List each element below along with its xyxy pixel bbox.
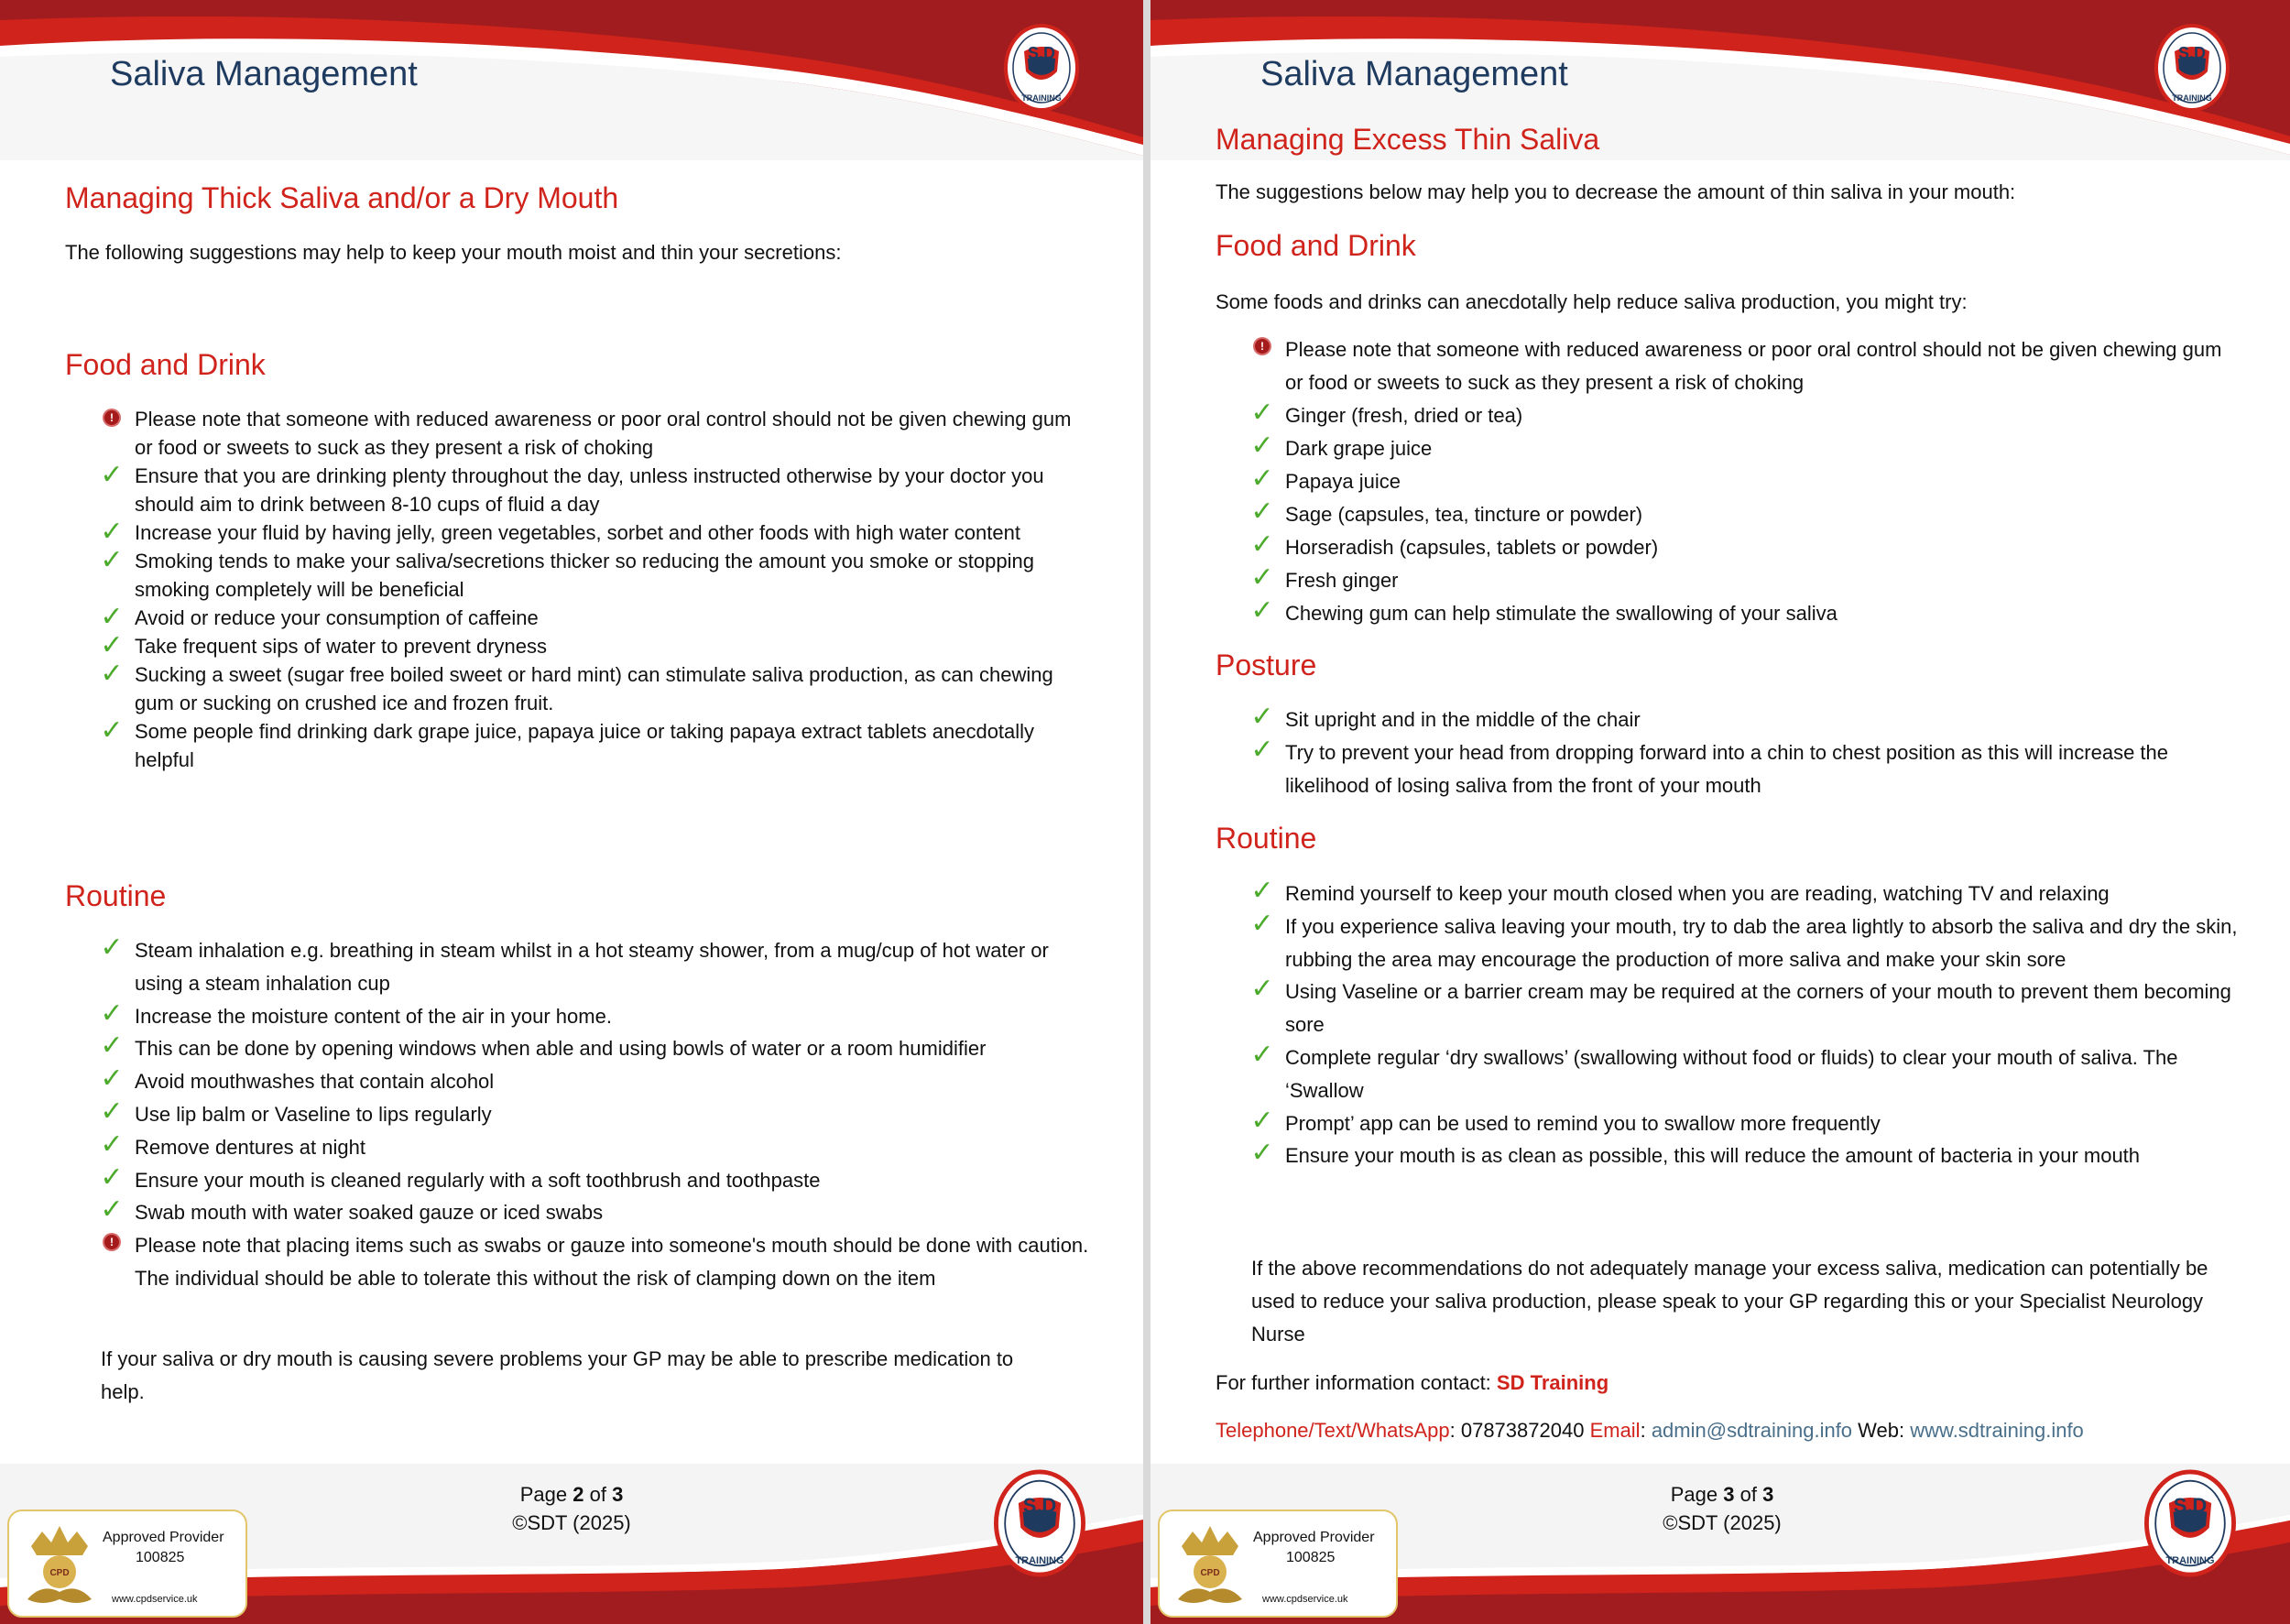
sd-training-logo-footer [2144,1469,2236,1577]
page-header [0,0,1143,160]
list-item [1216,1139,2241,1172]
list-item [65,997,1091,1033]
list-item [65,1065,1091,1098]
page-of-word: of [589,1483,606,1506]
email-link[interactable]: admin@sdtraining.info [1651,1419,1853,1442]
section-title-food-and-drink: Food and Drink [65,348,266,381]
header-title: Saliva Management [1260,55,1568,93]
food-intro: Some foods and drinks can anecdotally help reduce saliva production, you might try: [1216,290,1968,313]
check-icon: ✓ [100,1193,124,1226]
check-icon: ✓ [100,459,124,491]
list-item-text: Swab mouth with water soaked gauze or iced swabs [135,1201,604,1225]
list-item-text: Sucking a sweet (sugar free boiled sweet or hard mint) can stimulate saliva production, as can chewing gum or sucking on crushed ice and frozen fruit. [135,663,1053,714]
cpd-crown-icon [24,1522,95,1610]
check-icon: ✓ [100,1030,124,1063]
list-item [65,1161,1091,1197]
list-item-text: Remind yourself to keep your mouth closed when you are reading, watching TV and relaxing [1285,882,2110,905]
page-of-word: of [1739,1483,1757,1506]
check-icon: ✓ [1250,907,1274,940]
posture-list [1216,703,2241,802]
page-word: Page [519,1483,568,1506]
page-current: 2 [572,1483,584,1506]
list-item-text: Prompt’ app can be used to remind you to swallow more frequently [1285,1111,1881,1135]
check-icon: ✓ [1250,875,1274,907]
list-item [1216,975,2241,1041]
list-item [1216,531,2241,564]
check-icon: ✓ [1250,1038,1274,1071]
check-icon: ✓ [1250,1104,1274,1137]
list-item-text: Fresh ginger [1285,569,1399,592]
phone-label: Telephone/Text/WhatsApp [1216,1419,1450,1442]
list-item [65,1032,1091,1065]
list-item-text: Ensure your mouth is as clean as possible, this will reduce the amount of bacteria in your mouth [1285,1144,2141,1168]
check-icon: ✓ [1250,430,1274,462]
check-icon: ✓ [1250,1137,1274,1170]
list-item [1216,465,2241,498]
list-item [1216,736,2241,802]
list-item [65,714,1091,774]
list-item-text: Avoid mouthwashes that contain alcohol [135,1070,495,1094]
list-item [1216,1038,2241,1107]
list-item-text: Use lip balm or Vaseline to lips regularly [135,1102,492,1126]
cpd-approved-provider-badge [7,1510,247,1618]
list-item [65,405,1091,462]
page-footer [0,1464,1143,1624]
section-intro: The suggestions below may help you to decrease the amount of thin saliva in your mouth: [1216,180,2016,203]
check-icon: ✓ [100,714,124,747]
badge-line-3: www.cpdservice.uk [1262,1594,1348,1605]
check-icon: ✓ [1250,594,1274,627]
food-and-drink-list [1216,333,2241,630]
list-item-text: If you experience saliva leaving your mouth, try to dab the area lightly to absorb the saliva and dry the skin, rubbing the area may encourage the production of more saliva and make your skin sore [1285,914,2238,971]
list-item-text: Ginger (fresh, dried or tea) [1285,404,1523,427]
list-item-text: Dark grape juice [1285,437,1433,460]
routine-list [65,934,1091,1295]
check-icon: ✓ [100,1128,124,1161]
logo-letters: S.D [2173,1493,2208,1517]
list-item-text: Increase the moisture content of the air in your home. [135,1004,612,1028]
phone-number: 07873872040 [1460,1419,1585,1442]
logo-letters: S.D [2177,44,2207,62]
closing-paragraph: If your saliva or dry mouth is causing severe problems your GP may be able to prescribe medication to help. [101,1347,1014,1403]
list-item-text: Sit upright and in the middle of the chair [1285,708,1641,731]
warning-icon: ! [98,405,125,432]
page-word: Page [1670,1483,1718,1506]
list-item-text: Take frequent sips of water to prevent dryness [135,635,548,658]
section-title-routine: Routine [65,879,167,912]
list-item [65,934,1091,1000]
list-item [1216,907,2241,976]
check-icon: ✓ [1250,973,1274,1006]
food-and-drink-list [65,405,1091,774]
email-label: Email [1589,1419,1641,1442]
list-item [65,518,1091,547]
list-item-text: Ensure that you are drinking plenty throughout the day, unless instructed otherwise by your doctor you should aim to drink between 8-10 cups of fluid a day [135,464,1044,516]
badge-line-2: 100825 [1286,1550,1336,1565]
list-item [1216,561,2241,597]
list-item-text: Papaya juice [1285,470,1401,493]
sd-training-logo-footer [994,1469,1085,1577]
check-icon: ✓ [100,997,124,1030]
page-footer [1150,1464,2290,1624]
logo-ring-text: TRAINING [2165,1554,2215,1566]
routine-list [1216,877,2241,1172]
list-item-text: Remove dentures at night [135,1135,365,1159]
document-page-3 [1150,0,2290,1624]
check-icon: ✓ [1250,529,1274,561]
list-item-text: Avoid or reduce your consumption of caffeine [135,606,539,629]
check-icon: ✓ [100,658,124,690]
header-title: Saliva Management [110,55,418,93]
section-title-thick-saliva: Managing Thick Saliva and/or a Dry Mouth [65,181,619,214]
list-item [65,1095,1091,1131]
badge-line-1: Approved Provider [1253,1530,1375,1545]
list-item [1216,432,2241,465]
list-item-text: Try to prevent your head from dropping forward into a chin to chest position as this will increase the likelihood of losing saliva from the front of your mouth [1285,741,2169,797]
list-item-text: Some people find drinking dark grape juice, papaya juice or taking papaya extract tablets anecdotally helpful [135,720,1035,771]
page-total: 3 [612,1483,624,1506]
check-icon: ✓ [1250,397,1274,429]
list-item [65,1229,1091,1295]
list-item-text: Please note that someone with reduced awareness or poor oral control should not be given chewing gum or food or sweets to suck as they present a risk of choking [1285,338,2222,394]
list-item-text: Complete regular ‘dry swallows’ (swallowing without food or fluids) to clear your mouth of saliva. The ‘Swallow [1285,1045,2178,1102]
list-item-text: This can be done by opening windows when able and using bowls of water or a room humidifier [135,1037,987,1061]
list-item-text: Chewing gum can help stimulate the swallowing of your saliva [1285,602,1837,625]
check-icon: ✓ [100,1095,124,1128]
check-icon: ✓ [1250,701,1274,733]
badge-line-1: Approved Provider [103,1530,224,1545]
closing-paragraph: If the above recommendations do not adequately manage your excess saliva, medication can potentially be used to reduce your saliva production, please speak to your GP regarding this or your Specialist Neurology Nurse [1251,1257,2208,1346]
check-icon: ✓ [100,601,124,633]
check-icon: ✓ [1250,561,1274,594]
list-item [1216,703,2241,736]
badge-line-3: www.cpdservice.uk [112,1594,198,1605]
list-item [65,459,1091,518]
check-icon: ✓ [100,629,124,661]
check-icon: ✓ [1250,463,1274,495]
warning-icon: ! [98,1229,125,1257]
website-link[interactable]: www.sdtraining.info [1910,1419,2084,1442]
list-item-text: Ensure your mouth is cleaned regularly with a soft toothbrush and toothpaste [135,1168,821,1192]
cpd-crown-icon [1174,1522,1246,1610]
web-label: Web: [1858,1419,1905,1442]
list-item [65,1193,1091,1229]
contact-name: SD Training [1496,1371,1609,1394]
section-title-routine: Routine [1216,822,1317,855]
section-title-food-and-drink: Food and Drink [1216,229,1416,262]
check-icon: ✓ [100,544,124,576]
cpd-crown-text: CPD [1200,1568,1220,1578]
list-item [65,1128,1091,1164]
logo-ring-text: TRAINING [1021,93,1062,103]
list-item [1216,333,2241,399]
section-intro: The following suggestions may help to keep your mouth moist and thin your secretions: [65,241,842,264]
document-page-2 [0,0,1143,1624]
logo-ring-text: TRAINING [1015,1554,1064,1566]
copyright: ©SDT (2025) [512,1511,631,1534]
check-icon: ✓ [100,1161,124,1193]
logo-letters: S.D [1027,44,1056,62]
cpd-approved-provider-badge [1158,1510,1398,1618]
contact-details-line: Telephone/Text/WhatsApp: 07873872040 Email: admin@sdtraining.info Web: www.sdtraining.info [1216,1419,2084,1442]
sd-training-logo [2154,24,2230,112]
section-title-posture: Posture [1216,649,1317,681]
list-item [1216,877,2241,910]
list-item [1216,498,2241,531]
check-icon: ✓ [100,1063,124,1095]
list-item-text: Smoking tends to make your saliva/secretions thicker so reducing the amount you smoke or stopping smoking completely will be beneficial [135,550,1034,601]
list-item-text: Increase your fluid by having jelly, green vegetables, sorbet and other foods with high water content [135,521,1020,544]
list-item-text: Steam inhalation e.g. breathing in steam whilst in a hot steamy shower, from a mug/cup of hot water or using a steam inhalation cup [135,939,1049,995]
list-item-text: Please note that placing items such as swabs or gauze into someone's mouth should be done with caution. The individual should be able to tolerate this without the risk of clamping down on the item [135,1234,1089,1290]
list-item [1216,399,2241,432]
logo-letters: S.D [1022,1493,1057,1517]
list-item-text: Horseradish (capsules, tablets or powder) [1285,536,1659,559]
warning-icon: ! [1249,333,1276,361]
copyright: ©SDT (2025) [1663,1511,1782,1534]
check-icon: ✓ [1250,734,1274,766]
list-item-text: Using Vaseline or a barrier cream may be required at the corners of your mouth to prevent them becoming sore [1285,980,2231,1037]
list-item [65,629,1091,661]
check-icon: ✓ [1250,496,1274,528]
list-item [1216,594,2241,630]
contact-line [1216,1367,1608,1400]
contact-label: For further information contact: [1216,1371,1491,1394]
list-item [1216,1104,2241,1140]
page-current: 3 [1723,1483,1735,1506]
list-item-text: Sage (capsules, tea, tincture or powder) [1285,503,1643,526]
list-item [65,544,1091,604]
check-icon: ✓ [100,516,124,548]
page-total: 3 [1762,1483,1774,1506]
list-item [65,660,1091,717]
sd-training-logo [1004,24,1079,112]
check-icon: ✓ [100,932,124,964]
logo-ring-text: TRAINING [2172,93,2212,103]
list-item [65,601,1091,633]
cpd-crown-text: CPD [49,1568,70,1578]
badge-line-2: 100825 [136,1550,185,1565]
list-item-text: Please note that someone with reduced awareness or poor oral control should not be given chewing gum or food or sweets to suck as they present a risk of choking [135,408,1072,459]
section-title-excess-thin-saliva: Managing Excess Thin Saliva [1216,123,1600,156]
